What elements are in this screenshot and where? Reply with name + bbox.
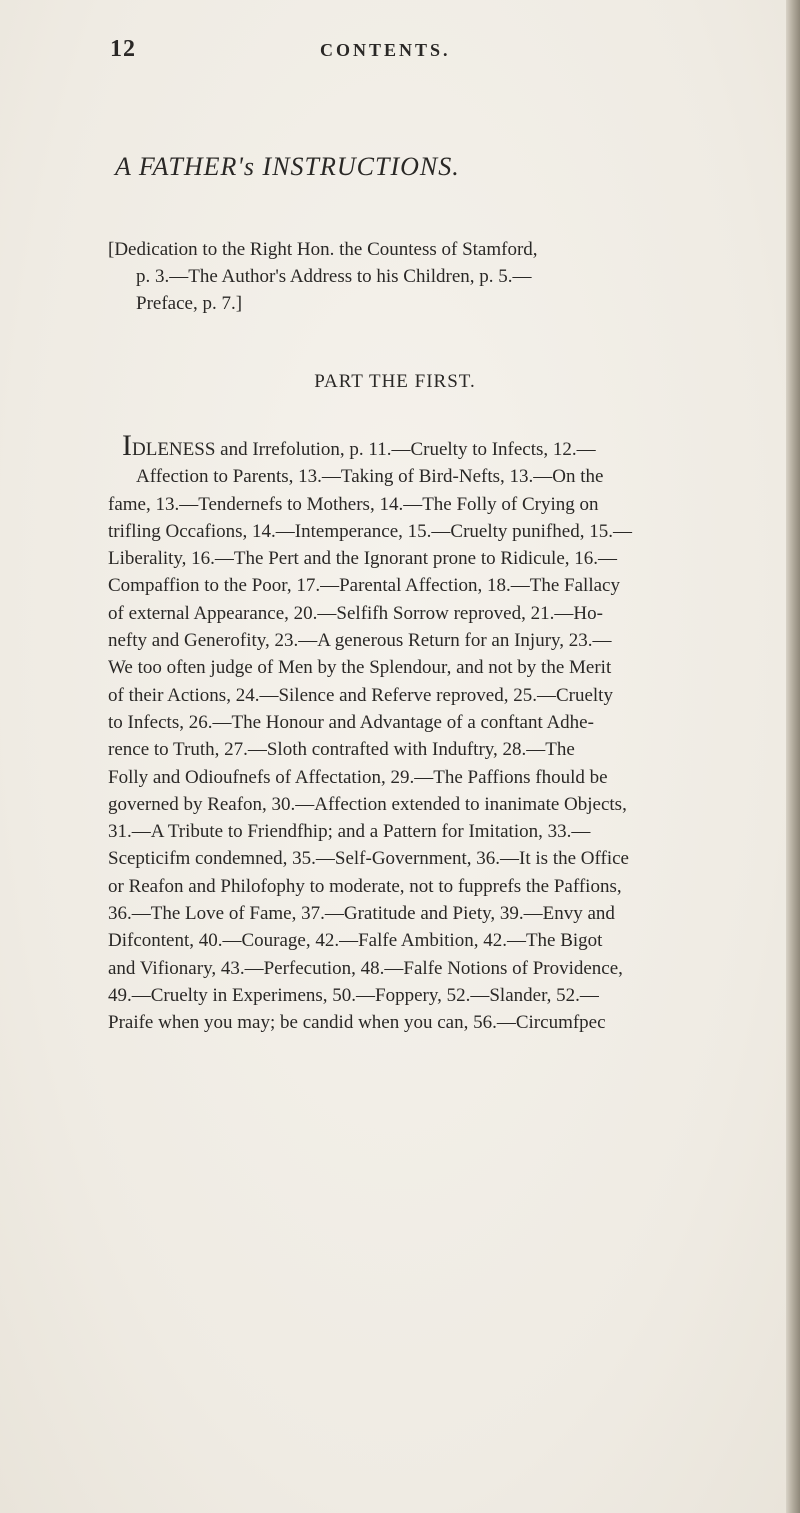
- drop-capital: I: [122, 429, 132, 462]
- contents-line: of external Appearance, 20.—Selfifh Sorrow reproved, 21.—Ho-: [108, 602, 603, 624]
- dedication-line: Preface, p. 7.]: [136, 293, 243, 314]
- contents-line: or Reafon and Philofophy to moderate, not to fupprefs the Paffions,: [108, 875, 622, 897]
- contents-line: trifling Occafions, 14.—Intemperance, 15.—Cruelty punifhed, 15.—: [108, 520, 632, 542]
- contents-line: 49.—Cruelty in Experimens, 50.—Foppery, 52.—Slander, 52.—: [108, 984, 599, 1006]
- contents-line: 36.—The Love of Fame, 37.—Gratitude and Piety, 39.—Envy and: [108, 903, 615, 925]
- part-heading: PART THE FIRST.: [314, 371, 476, 392]
- contents-line: Praife when you may; be candid when you can, 56.—Circumfpec: [108, 1012, 606, 1034]
- contents-line: nefty and Generofity, 23.—A generous Return for an Injury, 23.—: [108, 630, 612, 652]
- dedication-line: [Dedication to the Right Hon. the Countess of Stamford,: [108, 239, 538, 260]
- contents-line: and Vifionary, 43.—Perfecution, 48.—Falfe Notions of Providence,: [108, 957, 623, 979]
- contents-line: of their Actions, 24.—Silence and Referve reproved, 25.—Cruelty: [108, 684, 613, 706]
- dedication-line: p. 3.—The Author's Address to his Children, p. 5.—: [136, 266, 532, 287]
- dedication-paragraph: [108, 236, 768, 317]
- contents-line-text: DLENESS and Irrefolution, p. 11.—Cruelty to Infects, 12.—: [132, 439, 596, 460]
- running-head: [0, 36, 790, 66]
- running-head-title: CONTENTS.: [320, 40, 451, 60]
- contents-line: 31.—A Tribute to Friendfhip; and a Pattern for Imitation, 33.—: [108, 821, 591, 843]
- contents-line: Compaffion to the Poor, 17.—Parental Affection, 18.—The Fallacy: [108, 575, 620, 597]
- contents-line: Scepticifm condemned, 35.—Self-Government, 36.—It is the Office: [108, 848, 629, 870]
- contents-line: governed by Reafon, 30.—Affection extended to inanimate Objects,: [108, 793, 627, 815]
- contents-paragraph: [108, 429, 788, 1037]
- contents-line: rence to Truth, 27.—Sloth contrafted with Induftry, 28.—The: [108, 739, 575, 761]
- contents-line: Affection to Parents, 13.—Taking of Bird-Nefts, 13.—On the: [136, 466, 604, 488]
- contents-line: Difcontent, 40.—Courage, 42.—Falfe Ambition, 42.—The Bigot: [108, 930, 603, 952]
- contents-line: fame, 13.—Tendernefs to Mothers, 14.—The Folly of Crying on: [108, 493, 599, 515]
- page-number: 12: [110, 36, 136, 62]
- contents-line: [108, 429, 788, 463]
- contents-line: Folly and Odioufnefs of Affectation, 29.—The Paffions fhould be: [108, 766, 608, 788]
- contents-line: We too often judge of Men by the Splendour, and not by the Merit: [108, 657, 612, 679]
- contents-line: to Infects, 26.—The Honour and Advantage of a conftant Adhe-: [108, 711, 594, 733]
- page-edge-shadow: [786, 0, 800, 1513]
- contents-line: Liberality, 16.—The Pert and the Ignorant prone to Ridicule, 16.—: [108, 548, 618, 570]
- section-title: A FATHER's INSTRUCTIONS.: [115, 152, 460, 181]
